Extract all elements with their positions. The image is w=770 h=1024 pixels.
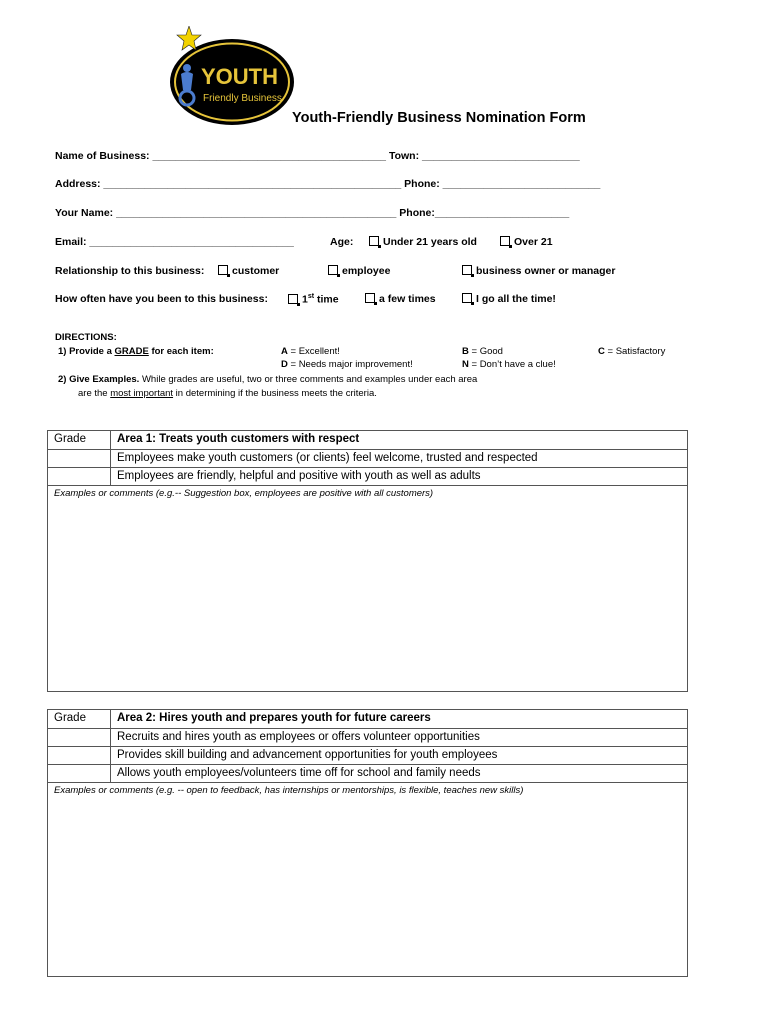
table-row [48, 710, 687, 729]
frequency-all-the-time-checkbox[interactable]: I go all the time! [462, 293, 556, 305]
area2-table [47, 709, 688, 977]
name-phone-field[interactable]: Your Name: ________________________________________________ Phone:_______________________ [55, 207, 570, 219]
table-row [48, 765, 687, 783]
grade-key-b: B = Good [462, 346, 503, 357]
business-town-field[interactable]: Name of Business: ________________________________________ Town: ___________________________ [55, 150, 580, 162]
checkbox-icon [462, 293, 472, 303]
grade-key-n: N = Don’t have a clue! [462, 359, 556, 370]
grade-header: Grade [48, 431, 111, 449]
table-row [48, 468, 687, 486]
email-field[interactable]: Email: ___________________________________ [55, 236, 294, 248]
grade-key-d: D = Needs major improvement! [281, 359, 413, 370]
criterion-text: Employees make youth customers (or clients) feel welcome, trusted and respected [117, 452, 538, 464]
table-row [48, 747, 687, 765]
relationship-customer-checkbox[interactable]: customer [218, 265, 279, 277]
table-row [48, 729, 687, 747]
age-label: Age: [330, 236, 354, 248]
area1-title: Area 1: Treats youth customers with respect [117, 433, 360, 445]
directions-step1: 1) Provide a GRADE for each item: [58, 346, 214, 357]
directions-step2-line2: are the most important in determining if the business meets the criteria. [78, 388, 377, 399]
svg-text:YOUTH: YOUTH [201, 64, 278, 89]
checkbox-icon [328, 265, 338, 275]
checkbox-icon [369, 236, 379, 246]
relationship-employee-checkbox[interactable]: employee [328, 265, 390, 277]
directions-step2: 2) Give Examples. While grades are useful, two or three comments and examples under each area [58, 374, 478, 385]
criterion-text: Employees are friendly, helpful and positive with youth as well as adults [117, 470, 481, 482]
area2-title: Area 2: Hires youth and prepares youth for future careers [117, 712, 431, 724]
grade-key-a: A = Excellent! [281, 346, 340, 357]
address-phone-field[interactable]: Address: ___________________________________________________ Phone: ___________________________ [55, 178, 601, 190]
frequency-label: How often have you been to this business: [55, 293, 268, 305]
relationship-label: Relationship to this business: [55, 265, 205, 277]
checkbox-icon [218, 265, 228, 275]
frequency-few-times-checkbox[interactable]: a few times [365, 293, 436, 305]
svg-text:Friendly Business: Friendly Business [203, 93, 282, 104]
checkbox-icon [365, 293, 375, 303]
grade-cell[interactable] [48, 450, 111, 467]
table-row [48, 431, 687, 450]
grade-cell[interactable] [48, 468, 111, 485]
grade-cell[interactable] [48, 729, 111, 746]
criterion-text: Allows youth employees/volunteers time off for school and family needs [117, 767, 481, 779]
youth-friendly-business-logo [163, 26, 299, 130]
directions-heading: DIRECTIONS: [55, 332, 117, 343]
grade-header: Grade [48, 710, 111, 728]
grade-cell[interactable] [48, 747, 111, 764]
criterion-text: Provides skill building and advancement opportunities for youth employees [117, 749, 498, 761]
area1-table [47, 430, 688, 692]
grade-cell[interactable] [48, 765, 111, 782]
table-row [48, 450, 687, 468]
criterion-text: Recruits and hires youth as employees or offers volunteer opportunities [117, 731, 480, 743]
checkbox-icon [500, 236, 510, 246]
grade-key-c: C = Satisfactory [598, 346, 666, 357]
form-title: Youth-Friendly Business Nomination Form [292, 110, 586, 126]
checkbox-icon [288, 294, 298, 304]
age-under-21-checkbox[interactable]: Under 21 years old [369, 236, 477, 248]
checkbox-icon [462, 265, 472, 275]
area2-comments[interactable]: Examples or comments (e.g. -- open to feedback, has internships or mentorships, is flexible, teaches new skills) [54, 785, 524, 796]
relationship-owner-checkbox[interactable]: business owner or manager [462, 265, 615, 277]
frequency-first-time-checkbox[interactable]: 1st time [288, 293, 339, 306]
age-over-21-checkbox[interactable]: Over 21 [500, 236, 553, 248]
area1-comments[interactable]: Examples or comments (e.g.-- Suggestion box, employees are positive with all customers) [54, 488, 434, 499]
